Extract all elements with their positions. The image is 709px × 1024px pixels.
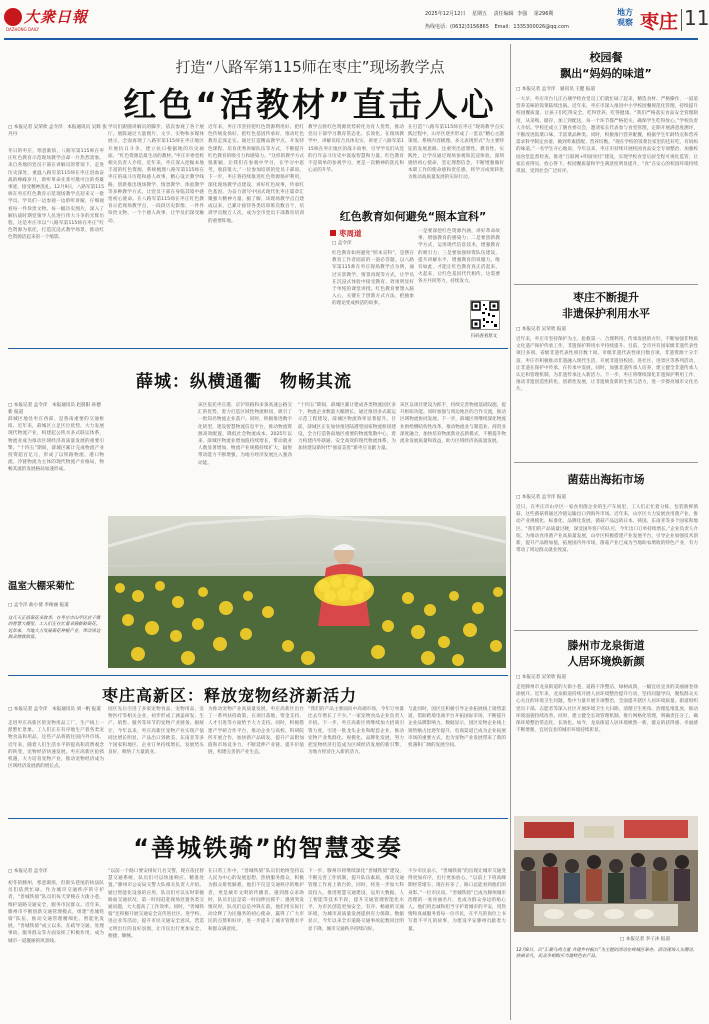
commentary-col-1: 红色教育如何避免“照本宣科”，是摆在教育工作者面前的一道必答题。以八路军第115师在枣庄现场教学点为例，通过实景教学、情景再现等方式，让学员在沉浸式体验中接受教育，效果明显好于单纯的课堂讲授。红色教育要想入脑入心，关键在于创新方式方法，把抽象的理论变成鲜活的故事。: [332, 251, 414, 307]
tengzhou-byline: □ 本报记者 孟令洋: [8, 869, 48, 874]
masthead-rule: [4, 38, 698, 40]
xuecheng-col-2: 该区依托枣庄港、京沪铁路和多条高速公路交汇的优势，着力打造区域性物流枢纽，吸引了一批知名物流企业落户。同时，积极推进数字化转型，建设智慧物流信息平台，推动物流资源高效配置，降低社会物流成本。2025年以来，薛城区物流业增加值持续增长，带动就业人数显著增加，物流产业规模持续扩大，辐射带动能力不断增强，为地方经济发展注入强劲动能。: [198, 403, 292, 466]
commentary-marker-icon: [330, 230, 336, 236]
qr-caption: 扫码查看原文: [470, 334, 498, 339]
logo-text: 大衆日報: [24, 8, 89, 26]
xuecheng-title: 薛城：纵横通衢 物畅其流: [136, 372, 352, 392]
gaoxin-col-1: 走进枣庄高新区的宠物用品工厂，生产线上一派繁忙景象。工人们正在有序地生产着各类宠物食品和用品，这些产品将销往国内外市场。近年来，随着人们生活水平的提高和消费观念的转变，宠物经济快速发展。枣庄高新区抢抓机遇，大力培育宠物产业，推动宠物经济成为区域经济发展新的增长点。: [8, 721, 104, 770]
logo-sub: DAZHONG DAILY: [6, 27, 40, 32]
sidebar-rule-1: [514, 284, 698, 285]
gaoxin-col-5: 与此同时，园区还积极引导企业拓展线上销售渠道，借助跨境电商平台开拓国际市场，不断提升企业品牌影响力。数据显示，园区宠物企业线上销售额占比逐年提升，电商渠道已成为企业拓展市场的重要方式，也为宠物产业发展带来了新的机遇和广阔的发展空间。: [408, 707, 506, 749]
longquan-byline: □ 本报记者 吴荣欣 报道: [516, 675, 567, 680]
market-photo: [514, 816, 698, 932]
qr-code-icon: [471, 301, 499, 329]
xuecheng-col-3: “十四五”期间，薛城区累计建成各类物流园区多个，物流企业数量大幅增长。通过推进多式联运示范工程建设，薛城区物流效率显著提升。目前，薛城区正在加快推进陆港型国家物流枢纽建设，全力打造鲁南地区重要的物流集散中心，着力构建内外联通、安全高效的现代物流体系，为加快建设新时代“强富美优”新枣庄贡献力量。: [298, 403, 396, 452]
longquan-body: 走进滕州市龙泉街道的大街小巷，道路干净整洁、绿树成荫，一幅宜居宜业的美丽画卷徐徐展开。近年来，龙泉街道持续开展人居环境整治提升行动，坚持问题导向，聚焦群众关心关注的环境卫生问题，集中力量开展专项整治，全面提升辖区人居环境质量。街道组织党员干部、志愿者等深入社区开展环境卫生大扫除，清理卫生死角、治理乱堆乱放，推动环境面貌持续改善。同时，建立健全长效管理机制，推行网格化管理，明确责任分工，确保环境整治常态化、长效化。如今，龙泉街道人居环境焕然一新，群众的获得感、幸福感不断增强，宜居宜业的城市环境持续彰显。: [516, 685, 698, 734]
issue-number: 第296期: [533, 11, 554, 17]
mushroom-byline: □ 本报记者 孟令洋 报道: [516, 495, 567, 500]
commentary-label: 枣周道: [330, 228, 362, 239]
middle-rule: [8, 675, 508, 676]
sidebar-divider: [510, 44, 511, 1020]
tengzhou-col-2: “以前一个路口要安排好几名交警，现在依托智慧交通系统，队员们可以快速响应、精准处置。”滕州市公安局交警大队相关负责人介绍。通过智能化设备的应用，队员们可以实时掌握路面交通状况，第一时间赶赴现场处置各类交通问题，大大提高了工作效率。同时，“善城铁骑”还积极开展交通安全宣传进社区、进学校、进企业等活动，提升市民交通安全意识，营造文明出行的良好氛围，让市民出行更加安全、便捷、顺畅。: [108, 869, 204, 939]
hotline: (0632)3156865: [450, 24, 489, 30]
xuecheng-byline: □ 本报记者 孟令洋 本报通讯员 赵晨阳 孙德新 报道: [8, 403, 101, 415]
issue-date: 2025年12月12日: [425, 11, 466, 17]
gaoxin-byline: □ 本报记者 孟令洋 本报通讯员 刘一帆 报道: [8, 707, 101, 712]
mushroom-body: 近日，在枣庄市山亭区一家食用菌企业的生产车间里，工人们正忙着分拣、包装新鲜菌菇，这些菌菇将通过冷链运输出口到海外市场。近年来，山亭区大力发展食用菌产业，推动产业规模化、标准化、品牌化发展，菌菇产品远销日本、韩国、东南亚等多个国家和地区。“我们的产品质量过硬，深受国外客户的认可，今年出口订单持续增长。”企业负责人介绍。为推动食用菌产业高质量发展，山亭区积极搭建产业发展平台，引导企业加强技术创新，提升产品附加值，拓展国内外市场，菌菇产业已成为当地助农增收的特色产业，有力带动了周边群众就业致富。: [516, 505, 698, 554]
xuecheng-col-1: 薛城区地处枣庄西部，是鲁南重要的交通枢纽。近年来，薛城区立足区位优势，大力发展现代物流产业，构建起公铁水多式联运体系，物流业成为推动区域经济高质量发展的重要引擎。“十四五”期间，薛城区累计完成物流产业投资超百亿元，形成了以铁路物流、港口物流、冷链物流为主体的现代物流产业格局，物畅其流的发展格局加速形成。: [8, 417, 104, 473]
region-label: 地方 观察: [617, 8, 633, 27]
city-name: 枣庄: [640, 11, 679, 33]
gaoxin-col-2: 园区先后引进了多家宠物食品、宠物用品、宠物医疗等相关企业，初步形成了涵盖研发、生产、销售、服务等环节的宠物产业链条。据统计，今年以来，枣庄高新区宠物产业实现产值同比增长明显，产品出口到欧美、东南亚等多个国家和地区，企业订单持续增长，发展势头良好，吸纳了大量就业。: [108, 707, 204, 756]
gaoxin-col-3: 为推动宠物产业高质量发展，枣庄高新区出台了一系列扶持政策，在项目落地、资金支持、人才引进等方面给予大力支持。同时，积极搭建产学研合作平台，推动企业与高校、科研院所开展合作，加快新产品研发，提升产品附加值和市场竞争力，不断延伸产业链、提升价值链，构建完善的产业生态。: [208, 707, 304, 756]
xuecheng-col-4: 该区以项目建设为抓手，持续完善物流基础设施，提升枢纽功能。同时加强与周边地区的合作交流，推动区域物流协同发展。下一步，薛城区将继续深化物流业供给侧结构性改革，推动物流业与制造业、商贸业深度融合，加快培育物流新业态新模式，不断提升物流业发展质量和效益，助力区域经济高质量发展。: [400, 403, 506, 445]
photo-caption-note: 这几天正值菊花采收季，在枣庄市山亭区店子镇的智慧大棚里，工人们正在忙着采摘新鲜菊花。近年来，当地大力发展菊花种植产业，带动周边群众增收致富。: [8, 616, 101, 641]
gaoxin-col-4: “我们的产品主要面向中高端市场，今年订单量比去年增长了不少。”一家宠物食品企业负责人介绍。下一步，枣庄高新区将继续加大招商引资力度，引进一批龙头企业和配套企业，推动宠物产业集群化、规模化、品牌化发展，努力把宠物经济打造成为区域经济发展的新引擎，为地方经济注入新的活力。: [308, 707, 404, 756]
tengzhou-col-1: 初冬的滕州，寒意渐浓，但街头巷尾的执法队员们依然忙碌。作为城市交通秩序的守护者，“善城铁骑”队员们每天穿梭在大街小巷，维护道路交通安全，服务市民群众。近年来，滕州市不断创新交通管理模式，组建“善城铁骑”队伍，推动交通管理精细化、智能化发展。“善城铁骑”成立以来，在疏导交通、处理事故、服务群众等方面发挥了积极作用，成为城市一道靓丽的风景线。: [8, 881, 104, 944]
heritage-byline: □ 本报记者 吴荣欣 报道: [516, 327, 567, 332]
lower-rule: [8, 818, 508, 819]
greenhouse-flowers-image: [108, 516, 506, 668]
logo: [4, 6, 88, 32]
photo-caption-byline: □ 孟令洋 曲小倩 李俊丽 报道: [8, 603, 69, 608]
lead-body-col-3: 近年来，枣庄市坚持把红色资源利用好、把红色传统发扬好、把红色基因传承好，推动红色教育走深走实。通过打造精品教学点、开发特色课程、培育优秀讲解队伍等方式，不断提升红色教育的吸引力和感染力。“这样的教学方式很新颖，让我们在参观中学习，在学习中思考，收获很大。”一位参加培训的党员干部说。下一步，枣庄将持续推进红色资源保护利用，深化现场教学点建设，讲好红色故事，传承红色基因，为奋力谱写中国式现代化枣庄篇章汇聚强大精神力量。据了解，该现场教学点自建成以来，已累计接待各类培训班次数百个，培训学员数万人次，成为全市党员干部教育培训的重要阵地。: [208, 125, 304, 224]
lead-body-col-4: 教学点将红色资源优势转化为育人优势，推动党员干部学习教育常态化、长效化。在现场教学中，讲解员结合具体史实，讲述了八路军第115师在枣庄地区的战斗故事，引导学员们从党的百年奋斗历史中汲取智慧和力量。红色教育不是简单的参观学习，更是一次精神的洗礼和心灵的升华。: [308, 125, 404, 174]
lead-body-col-1: 冬日的枣庄，寒意渐浓，八路军第115师在枣庄红色教育示范现场教学点却一片热烈景象。来自各地的党员干部在讲解员的带领下，走进历史深处，重温八路军第115师在枣庄浴血奋战的峥嵘岁月，聆听革命先辈可歌可泣的英雄事迹，接受精神洗礼。12月9日，八路军第115师在枣庄红色教育示范现场教学点迎来又一批学员。学员们一边参观一边聆听讲解，仔细观看每一件珍贵文物、每一幅历史图片，深入了解抗战时期党领导人民进行伟大斗争的光辉历程。这是枣庄市以“八路军第115师在枣庄”红色资源为依托，打造沉浸式教学场景、推动红色资源活起来的一个缩影。: [8, 149, 104, 241]
heritage-body: 近年来，枣庄市坚持保护为主、抢救第一、合理利用、传承发展的方针，不断加强非物质文化遗产保护传承工作，非遗保护利用水平持续提升。目前，全市共有国家级非遗代表性项目多项、省级非遗代表性项目数十项、市级非遗代表性项目数百项，非遗资源十分丰富。枣庄市积极推动非遗融入现代生活，开展非遗进校园、进社区、进景区等系列活动，让非遗在保护中传承、在传承中发展。同时，加强非遗传承人培养，建立健全非遗传承人认定和管理机制，为非遗传承注入新活力。下一步，枣庄将继续深化非遗保护利用工作，推动非遗创造性转化、创新性发展，让非遗焕发新的生机与活力，进一步擦亮城市文化名片。: [516, 337, 698, 393]
tengzhou-title: “善城铁骑”的智慧变奏: [133, 834, 403, 862]
canteen-title: 校园餐 飘出“妈妈的味道”: [560, 51, 652, 80]
canteen-byline: □ 本报记者 孟令洋 通讯员 王健 报道: [516, 87, 596, 92]
mushroom-title: 菌菇出海拓市场: [567, 473, 645, 486]
photo-caption-title: 温室大棚采菊忙: [8, 581, 75, 592]
heritage-title: 枣庄不断提升 非遗保护利用水平: [562, 291, 650, 320]
issue-weekday: 星期五: [472, 11, 488, 17]
longquan-title: 滕州市龙泉街道 人居环境焕新颜: [567, 639, 645, 668]
chrysanthemum-photo: [108, 516, 506, 668]
crowd-market-image: [514, 816, 698, 932]
sidebar-rule-2: [514, 462, 698, 463]
logo-circle-icon: [4, 8, 22, 26]
lead-body-col-2: 学员们跟随讲解员的脚步，依次参观了各个展厅。展陈通过大量图片、文字、实物和多媒体展示，全面再现了八路军第115师在枣庄地区开展抗日斗争、建立抗日根据地的历史画面。“红色资源是最生动的教材。”枣庄市委党校相关负责人介绍，近年来，枣庄深入挖掘本地丰富的红色资源，系统梳理八路军第115师在枣庄的战斗历程和感人故事，精心设计教学线路，创新推出现场教学、情景教学、体验教学等多种教学方式，让党员干部在身临其境中感悟初心使命。在八路军第115师在枣庄红色教育示范现场教学点，一段段历史影像、一件件珍贵文物、一个个感人故事，让学员们深受触动。: [108, 125, 204, 224]
commentary-byline: □ 孟令洋: [332, 241, 352, 246]
market-photo-note: 12月8日，以“汇聚乌鸡力量 共建乡村振兴”为主题的活动在峄城区举办，活动现场人头攒动、热闹非凡，民众争相购买当地特色农产品。: [516, 948, 698, 960]
lead-subhead: 红色教育如何避免“照本宣科”: [339, 210, 487, 223]
email: 1335300026@qq.com: [513, 24, 569, 30]
commentary-col-2: 一是要深挖红色资源内涵，讲好革命故事，增强教育的感染力；二是要创新教学方式，运用现代信息技术，增强教育的吸引力；三是要加强师资队伍建设，提升讲解水平，增强教育的说服力。唯有如此，才能让红色教育真正活起来、火起来，让红色基因代代相传。这需要各方共同努力，持续发力。: [418, 229, 500, 285]
market-photo-byline: □ 本报记者 李子沐 报道: [620, 937, 671, 942]
lead-body-col-5: 在打造“八路军第115师在枣庄”现场教学点实践过程中，山亭区逐步形成了一套以“精心主题策划、系统内容梳理、多元表现形式”为主要特征的发展思路。注重突出思想性、教育性、实践性，让学员通过现场参观和沉浸体验，深刻感悟初心使命，坚定理想信念，不断增强做好本职工作的使命感和责任感，将学习成果转化为推动高质量发展的实际行动。: [408, 125, 504, 181]
issue-editor-name: 李强: [517, 11, 528, 17]
lead-kicker: 打造“八路军第115师在枣庄”现场教学点: [175, 58, 445, 76]
qr-code[interactable]: [470, 300, 500, 330]
page-number: 11: [684, 6, 709, 30]
tengzhou-col-4: 下一步，滕州市将继续深化“善城铁骑”建设，不断完善工作机制，提升队伍素质，推动交通管理工作再上新台阶。同时，将进一步加大科技投入，推进智慧交通建设，运用大数据、人工智能等技术手段，提升交通管理智能化水平，为市民创造更加安全、有序、畅通的交通环境，为城市高质量发展提供有力保障。数据显示，今年以来全市道路交通事故起数同比明显下降，城市交通秩序持续向好。: [308, 869, 404, 932]
lead-byline: □ 本报记者 吴荣欣 孟令洋 本报通讯员 吴辉 张丹丹: [8, 125, 107, 137]
sidebar-rule-3: [514, 630, 698, 631]
tengzhou-col-3: 在日常工作中，“善城铁骑”队员们始终坚持以人民为中心的发展思想，热情服务群众，积极为群众排忧解难。他们不仅是交通秩序的维护者，更是城市文明的传播者。遇到群众求助时，队员们总是第一时间伸出援手；遇到突发情况时，队员们总是冲锋在前。他们用实际行动诠释了为民服务的初心使命，赢得了广大市民的点赞和好评，进一步提升了城市管理水平和群众满意度。: [208, 869, 304, 932]
lead-title: 红色“活教材”直击人心: [123, 85, 497, 124]
issue-editor-label: 责任编辑: [493, 11, 514, 17]
masthead: [0, 0, 709, 40]
contact-info: 热线电话：(0632)3156865 Email：1335300026@qq.com: [425, 24, 569, 30]
tengzhou-col-5: 不少市民表示，“善城铁骑”的出现让城市交通变得更加有序，出行更加放心。“以前上下班高峰期经常堵车，现在好多了，路口总能看到他们的身影。”一位市民说。“善城铁骑”已成为滕州城市治理的一张亮丽名片，也成为群众身边的贴心人。他们用忠诚和担当守护着城市的平安，用热情和真诚服务着每一位市民，在平凡的岗位上书写着不平凡的故事，为建设平安滕州贡献着力量。: [408, 869, 506, 932]
canteen-body: 一大早，枣庄市台儿庄古城学校食堂员工们就忙碌了起来，精选食材、严格操作，一道道营养美味的饭菜陆续出锅。近年来，枣庄市深入推进中小学校园餐规范化管理，持续提升校园餐质量，让孩子们吃得安全、吃得营养、吃得健康。“我们严格落实食品安全管理制度，从采购、储存、加工到配送，每一个环节都严格把关，确保学生吃得放心。”学校负责人介绍。学校还成立了膳食委员会，邀请家长代表参与食堂管理，定期开展满意度测评，不断改进饭菜口味，丰富菜品种类。同时，积极推行营养配餐，根据学生年龄特点和营养需求科学制定食谱，做到荤素搭配、营养均衡。“现在学校的饭菜比家里的还好吃，有妈妈的味道。”一名学生开心地说。今年以来，枣庄市持续开展校园食品安全专项整治，加强校园食堂监督检查，推进“互联网+明厨亮灶”建设，实现学校食堂后厨全程可视化监管，让家长看得见、放心得下，校园餐质量和学生满意度明显提升，“食”在安心的校园环境持续巩固，受到社会广泛好评。: [516, 97, 698, 175]
lead-bottom-rule: [8, 348, 508, 349]
issue-info: [425, 10, 605, 17]
page-divider: [681, 9, 682, 31]
gaoxin-title: 枣庄高新区：释放宠物经济新活力: [102, 686, 358, 705]
